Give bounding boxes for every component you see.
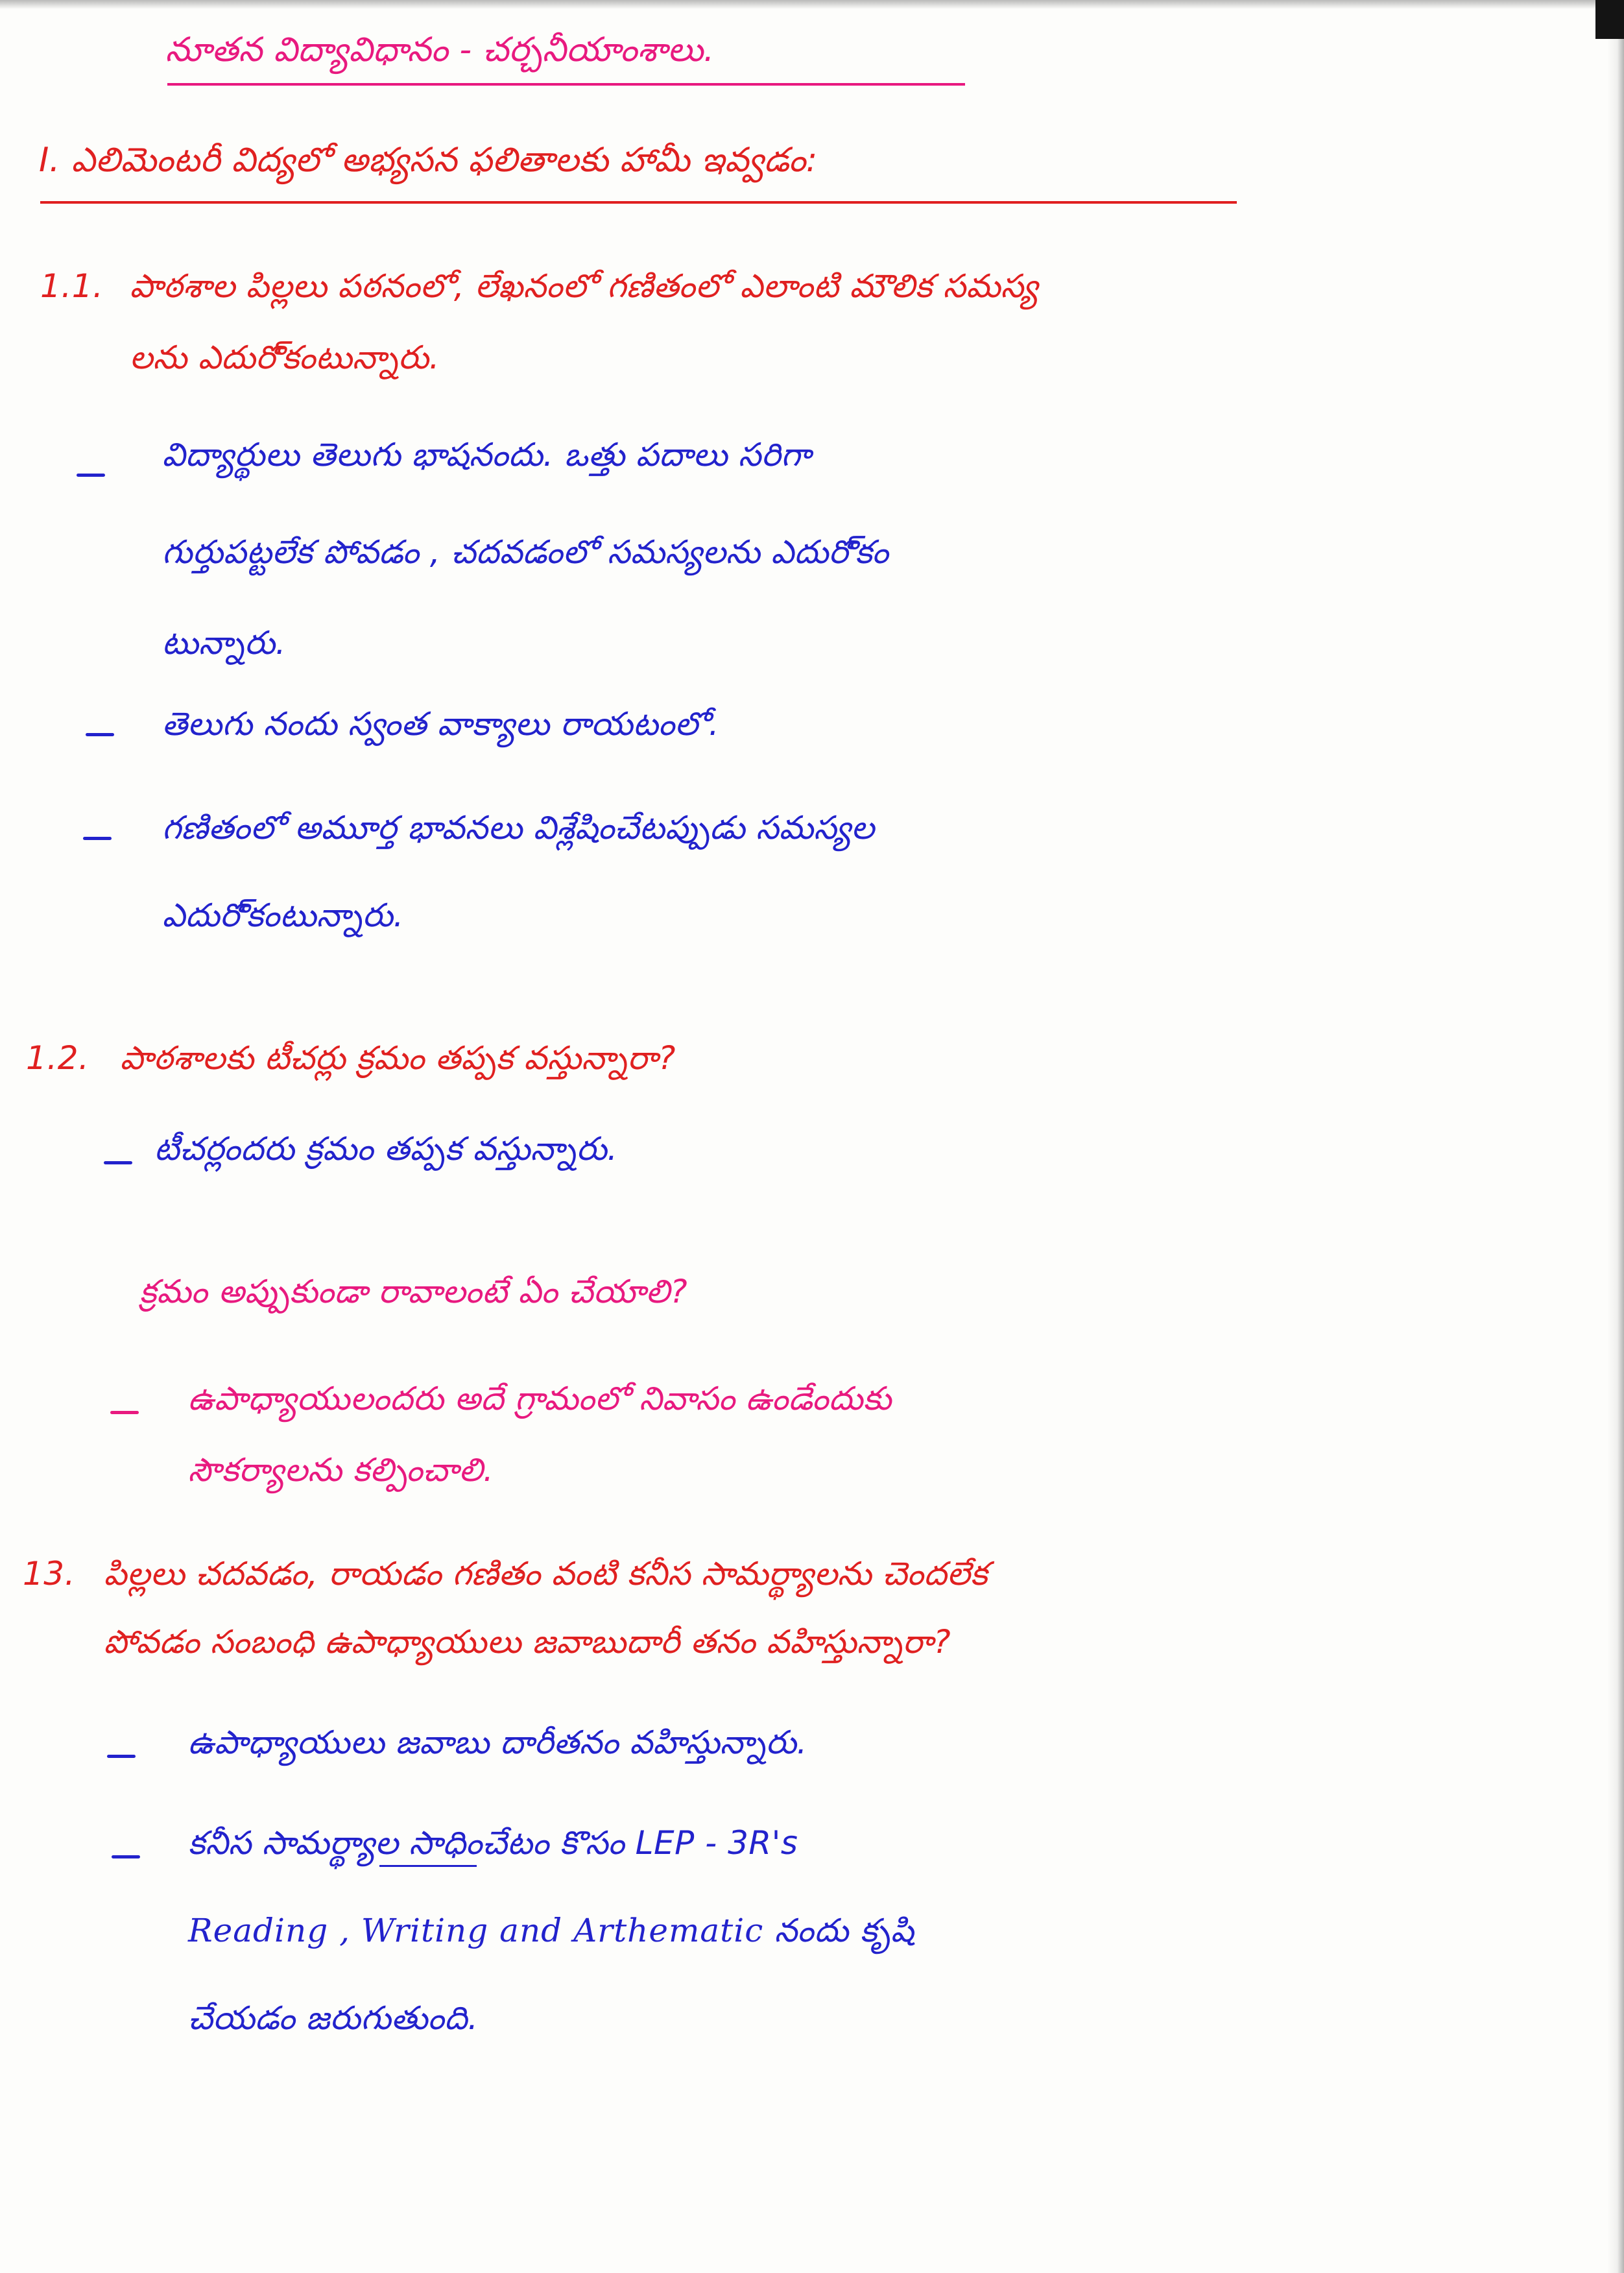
answer-1-1-c-line-1: గణితంలో అమూర్త భావనలు విశ్లేషించేటప్పుడు సమస్యల	[162, 809, 875, 847]
bullet-dash	[83, 837, 112, 840]
page-title: నూతన విద్యావిధానం - చర్చనీయాంశాలు.	[165, 30, 715, 69]
answer-1-1-a-line-2: గుర్తుపట్టలేక పోవడం , చదవడంలో సమస్యలను ఎదురొ్కం	[162, 533, 889, 571]
item-question-1-3-line-1: పిల్లలు చదవడం, రాయడం గణితం వంటి కనీస సామర్థ్యాలను చెందలేక	[104, 1555, 988, 1593]
scan-corner-mark	[1595, 0, 1624, 39]
title-underline	[167, 83, 965, 86]
item-question-1-3-line-2: పోవడం సంబంధి ఉపాధ్యాయులు జవాబుదారీ తనం వహిస్తున్నారా?	[104, 1623, 951, 1661]
answer-1-3-b-line-2: Reading , Writing and Arthematic నందు కృషి	[188, 1912, 914, 1949]
item-question-1-2-line-1: పాఠశాలకు టీచర్లు క్రమం తప్పక వస్తున్నారా?	[120, 1039, 676, 1077]
item-number-1-2: 1.2.	[26, 1039, 90, 1077]
item-number-1-1: 1.1.	[40, 267, 104, 305]
answer-1-3-b-line-3: చేయడం జరుగుతుంది.	[188, 1999, 479, 2037]
answer-1-1-b-line-1: తెలుగు నందు స్వంత వాక్యాలు రాయటంలో.	[162, 705, 720, 743]
answer-1-3-a-line-1: ఉపాధ్యాయులు జవాబు దారీతనం వహిస్తున్నారు.	[188, 1724, 807, 1761]
section-heading-underline	[40, 201, 1237, 204]
bullet-dash	[86, 733, 114, 736]
item-number-1-3: 13.	[23, 1555, 76, 1593]
section-heading: I. ఎలిమెంటరీ విద్యలో అభ్యసన ఫలితాలకు హామీ ఇవ్వడం:	[39, 141, 818, 180]
bullet-dash	[77, 474, 105, 477]
sub-answer-1-2-line-1: ఉపాధ్యాయులందరు అదే గ్రామంలో నివాసం ఉండేందుకు	[188, 1380, 892, 1417]
word-underline	[379, 1865, 477, 1867]
bullet-dash	[107, 1755, 136, 1758]
item-question-1-1-line-1: పాఠశాల పిల్లలు పఠనంలో, లేఖనంలో గణితంలో ఎలాంటి మౌలిక సమస్య	[130, 267, 1038, 305]
sub-question-1-2: క్రమం అప్పుకుండా రావాలంటే ఏం చేయాలి?	[139, 1273, 688, 1310]
answer-1-2-a-line-1: టీచర్లందరు క్రమం తప్పక వస్తున్నారు.	[154, 1130, 618, 1168]
scan-edge-right	[1607, 0, 1624, 2273]
bullet-dash	[110, 1411, 139, 1414]
sub-answer-1-2-line-2: సౌకర్యాలను కల్పించాలి.	[188, 1451, 494, 1489]
answer-1-1-a-line-3: టున్నారు.	[162, 624, 286, 662]
answer-1-1-a-line-1: విద్యార్థులు తెలుగు భాషనందు. ఒత్తు పదాలు సరిగా	[162, 436, 811, 474]
item-question-1-1-line-2: లను ఎదురొ్కంటున్నారు.	[130, 339, 440, 376]
bullet-dash	[112, 1855, 140, 1858]
bullet-dash	[104, 1161, 132, 1164]
answer-1-1-c-line-2: ఎదురొ్కంటున్నారు.	[162, 896, 404, 934]
answer-1-3-b-line-1: కనీస సామర్థ్యాల సాధించేటం కొసం LEP - 3R's	[188, 1824, 798, 1862]
